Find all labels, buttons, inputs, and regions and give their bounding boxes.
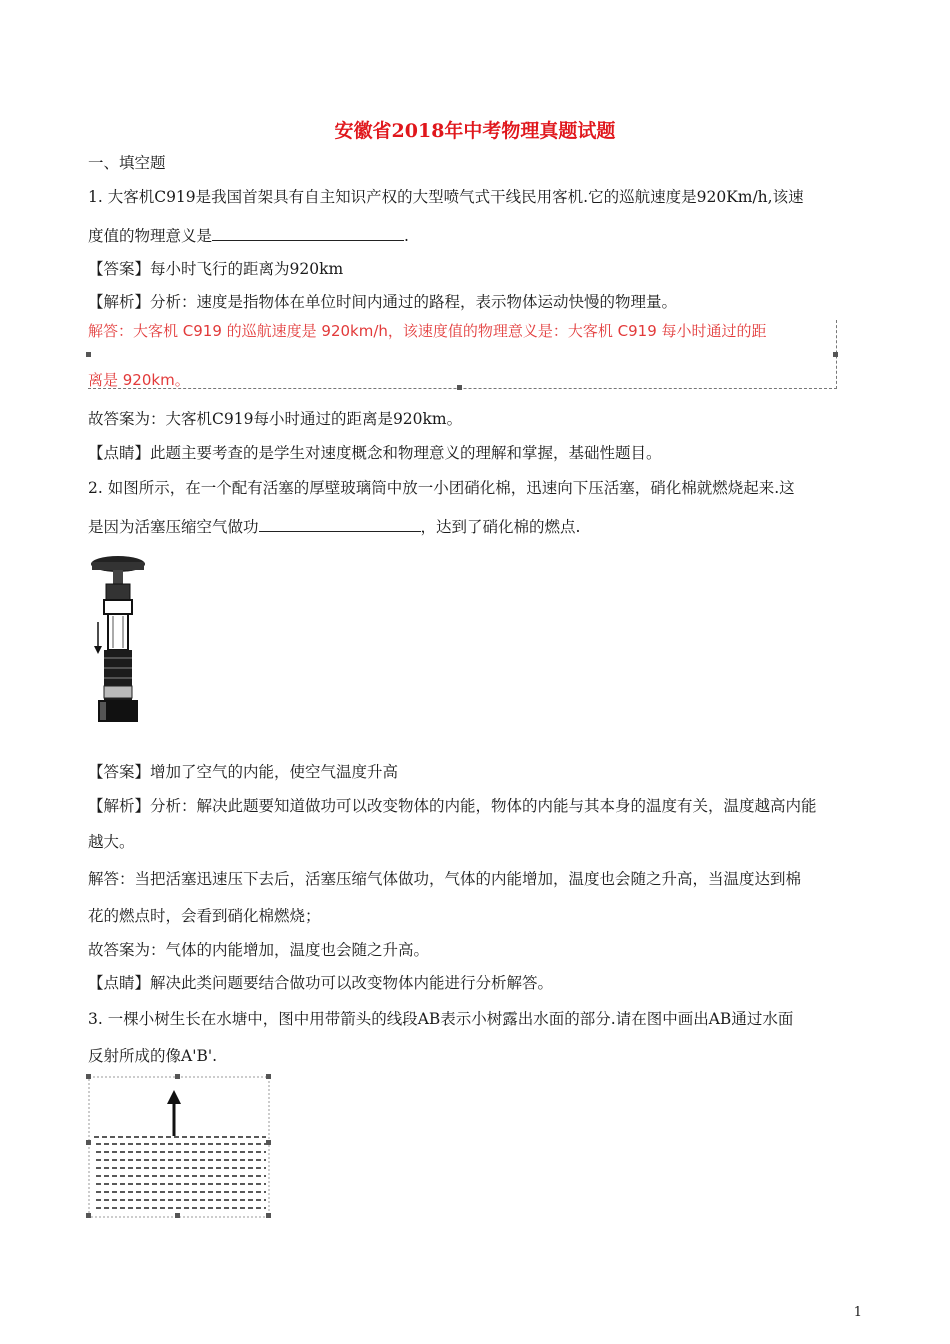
q2-answer: 【答案】增加了空气的内能，使空气温度升高 [88, 763, 399, 781]
q1-line2 [88, 225, 409, 247]
q2-line2-prefix: 是因为活塞压缩空气做功 [88, 518, 259, 536]
q1-note: 【点睛】此题主要考查的是学生对速度概念和物理意义的理解和掌握，基础性题目。 [88, 444, 662, 462]
q2-answer-blank [259, 516, 421, 532]
q1-solution-line2: 离是 920km。 [88, 371, 190, 389]
piston-cylinder-figure [90, 552, 160, 728]
q2-solution-line1: 解答：当把活塞迅速压下去后，活塞压缩气体做功，气体的内能增加，温度也会随之升高，当温度达到棉 [88, 870, 802, 888]
q1-line1: 1. 大客机C919是我国首架具有自主知识产权的大型喷气式干线民用客机.它的巡航速度是920Km/h,该速 [88, 188, 804, 206]
resize-handle [833, 352, 838, 357]
q1-analysis: 【解析】分析：速度是指物体在单位时间内通过的路程，表示物体运动快慢的物理量。 [88, 293, 678, 311]
q2-analysis-line2: 越大。 [88, 833, 135, 851]
section-heading: 一、填空题 [88, 154, 166, 172]
q1-line2-suffix: . [404, 227, 409, 245]
q2-line2 [88, 516, 580, 538]
q1-line2-prefix: 度值的物理意义是 [88, 227, 213, 245]
pond-tree-figure [86, 1074, 272, 1222]
resize-handle [86, 352, 91, 357]
q3-line1: 3. 一棵小树生长在水塘中，图中用带箭头的线段AB表示小树露出水面的部分.请在图中画出AB通过水面 [88, 1010, 794, 1028]
q1-solution-line1: 解答：大客机 C919 的巡航速度是 920km/h，该速度值的物理意义是：大客机 C919 每小时通过的距 [88, 322, 767, 340]
q1-answer: 【答案】每小时飞行的距离为920km [88, 260, 344, 278]
q3-line2: 反射所成的像A'B'. [88, 1047, 218, 1065]
q1-answer-blank [212, 225, 404, 241]
q2-note: 【点睛】解决此类问题要结合做功可以改变物体内能进行分析解答。 [88, 974, 554, 992]
q2-solution-line2: 花的燃点时，会看到硝化棉燃烧； [88, 907, 321, 925]
resize-handle [457, 385, 462, 390]
q2-line2-suffix: ，达到了硝化棉的燃点. [420, 518, 581, 536]
page-number: 1 [853, 1305, 862, 1320]
q1-final: 故答案为：大客机C919每小时通过的距离是920km。 [88, 410, 463, 428]
page-title: 安徽省2018年中考物理真题试题 [334, 120, 616, 142]
q2-analysis-line1: 【解析】分析：解决此题要知道做功可以改变物体的内能，物体的内能与其本身的温度有关，温度越高内能 [88, 797, 817, 815]
q2-final: 故答案为：气体的内能增加，温度也会随之升高。 [88, 941, 430, 959]
q2-line1: 2. 如图所示，在一个配有活塞的厚壁玻璃筒中放一小团硝化棉，迅速向下压活塞，硝化棉就燃烧起来.这 [88, 479, 795, 497]
